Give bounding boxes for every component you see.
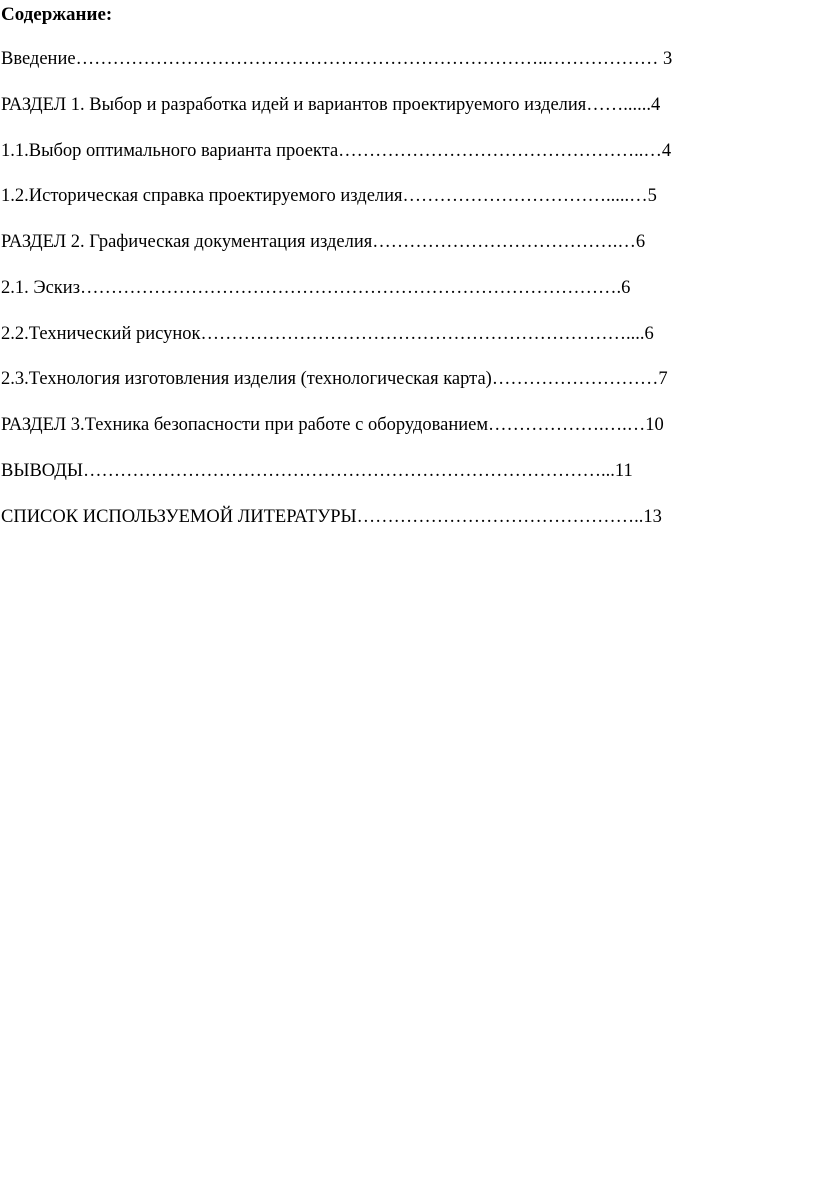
toc-entry-2-2: 2.2.Технический рисунок……………………………………………………………....6 bbox=[1, 324, 654, 344]
toc-entry-section-1: РАЗДЕЛ 1. Выбор и разработка идей и вариантов проектируемого изделия……......4 bbox=[1, 95, 661, 115]
toc-entry-introduction: Введение…………………………………………………………………..……………… 3 bbox=[1, 49, 673, 69]
toc-entry-1-1: 1.1.Выбор оптимального варианта проекта…………………………………………..…4 bbox=[1, 141, 672, 161]
toc-entry-1-2: 1.2.Историческая справка проектируемого изделия…………………………….....…5 bbox=[1, 186, 657, 206]
toc-entry-2-3: 2.3.Технология изготовления изделия (технологическая карта)………………………7 bbox=[1, 369, 668, 389]
toc-title: Содержание: bbox=[1, 4, 113, 25]
toc-entry-conclusions: ВЫВОДЫ…………………………………………………………………………...11 bbox=[1, 461, 633, 481]
toc-entry-section-2: РАЗДЕЛ 2. Графическая документация изделия………………………………….…6 bbox=[1, 232, 646, 252]
toc-entry-section-3: РАЗДЕЛ 3.Техника безопасности при работе с оборудованием……………….….…10 bbox=[1, 415, 664, 435]
toc-entry-references: СПИСОК ИСПОЛЬЗУЕМОЙ ЛИТЕРАТУРЫ………………………………………..13 bbox=[1, 507, 662, 527]
toc-entry-2-1: 2.1. Эскиз…………………………………………………………………………….6 bbox=[1, 278, 631, 298]
